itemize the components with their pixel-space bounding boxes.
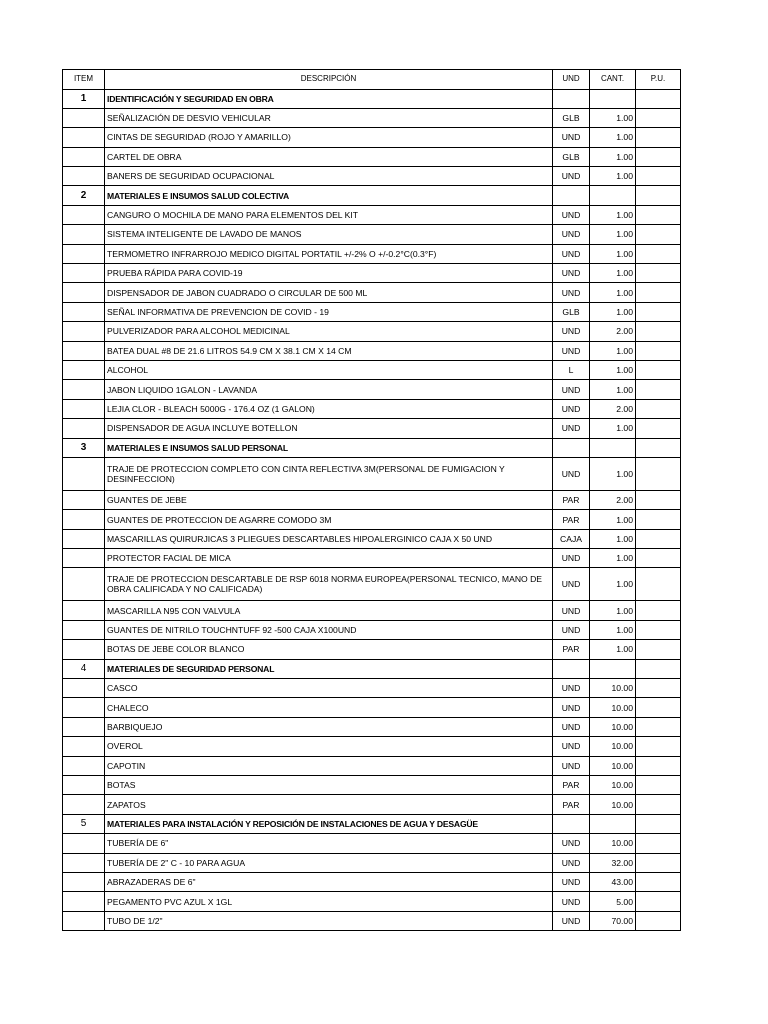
- quantity-cell: [590, 438, 636, 457]
- item-cell: [63, 679, 105, 698]
- unit-cell: UND: [553, 419, 590, 438]
- unit-price-cell: [636, 302, 681, 321]
- description-cell: LEJIA CLOR - BLEACH 5000G - 176.4 OZ (1 GALON): [105, 399, 553, 418]
- unit-cell: [553, 89, 590, 108]
- description-cell: CASCO: [105, 679, 553, 698]
- description-cell: ZAPATOS: [105, 795, 553, 814]
- unit-cell: PAR: [553, 795, 590, 814]
- header-unit: UND: [553, 70, 590, 90]
- unit-cell: UND: [553, 399, 590, 418]
- unit-price-cell: [636, 872, 681, 891]
- section-row: [63, 814, 681, 833]
- description-cell: BANERS DE SEGURIDAD OCUPACIONAL: [105, 167, 553, 186]
- table-row: [63, 549, 681, 568]
- quantity-cell: 10.00: [590, 679, 636, 698]
- quantity-cell: 2.00: [590, 399, 636, 418]
- table-row: [63, 529, 681, 548]
- unit-cell: UND: [553, 717, 590, 736]
- item-cell: [63, 490, 105, 509]
- description-cell: GUANTES DE NITRILO TOUCHNTUFF 92 -500 CAJA X100UND: [105, 620, 553, 639]
- quantity-cell: 1.00: [590, 264, 636, 283]
- unit-price-cell: [636, 549, 681, 568]
- table-row: [63, 283, 681, 302]
- item-cell: [63, 108, 105, 127]
- table-row: [63, 892, 681, 911]
- quantity-cell: 2.00: [590, 322, 636, 341]
- unit-cell: UND: [553, 892, 590, 911]
- item-cell: 4: [63, 659, 105, 678]
- item-cell: [63, 399, 105, 418]
- table-row: [63, 776, 681, 795]
- unit-cell: UND: [553, 679, 590, 698]
- table-row: [63, 698, 681, 717]
- unit-cell: GLB: [553, 108, 590, 127]
- quantity-cell: 1.00: [590, 640, 636, 659]
- quantity-cell: 1.00: [590, 128, 636, 147]
- quantity-cell: 1.00: [590, 147, 636, 166]
- description-cell: DISPENSADOR DE AGUA INCLUYE BOTELLON: [105, 419, 553, 438]
- header-quantity: CANT.: [590, 70, 636, 90]
- unit-cell: UND: [553, 911, 590, 930]
- description-cell: TERMOMETRO INFRARROJO MEDICO DIGITAL PORTATIL +/-2% O +/-0.2°C(0.3°F): [105, 244, 553, 263]
- table-row: [63, 225, 681, 244]
- unit-cell: UND: [553, 834, 590, 853]
- table-row: [63, 147, 681, 166]
- unit-price-cell: [636, 128, 681, 147]
- quantity-cell: 10.00: [590, 795, 636, 814]
- item-cell: [63, 834, 105, 853]
- unit-price-cell: [636, 776, 681, 795]
- table-row: [63, 128, 681, 147]
- quantity-cell: 1.00: [590, 457, 636, 490]
- unit-price-cell: [636, 167, 681, 186]
- description-cell: PRUEBA RÁPIDA PARA COVID-19: [105, 264, 553, 283]
- quantity-cell: 1.00: [590, 341, 636, 360]
- description-cell: TUBO DE 1/2": [105, 911, 553, 930]
- unit-price-cell: [636, 380, 681, 399]
- description-cell: TUBERÍA DE 2" C - 10 PARA AGUA: [105, 853, 553, 872]
- materials-table: [62, 69, 681, 931]
- description-cell: IDENTIFICACIÓN Y SEGURIDAD EN OBRA: [105, 89, 553, 108]
- table-row: [63, 341, 681, 360]
- table-row: [63, 853, 681, 872]
- item-cell: [63, 380, 105, 399]
- quantity-cell: 10.00: [590, 776, 636, 795]
- quantity-cell: 1.00: [590, 283, 636, 302]
- unit-cell: UND: [553, 457, 590, 490]
- unit-cell: [553, 438, 590, 457]
- description-cell: TRAJE DE PROTECCION DESCARTABLE DE RSP 6018 NORMA EUROPEA(PERSONAL TECNICO, MANO DE OBRA CALIFICADA Y NO CALIFICADA): [105, 568, 553, 601]
- description-cell: BARBIQUEJO: [105, 717, 553, 736]
- item-cell: [63, 419, 105, 438]
- unit-price-cell: [636, 601, 681, 620]
- item-cell: [63, 205, 105, 224]
- item-cell: [63, 737, 105, 756]
- item-cell: [63, 853, 105, 872]
- unit-cell: L: [553, 360, 590, 379]
- item-cell: [63, 549, 105, 568]
- unit-cell: [553, 186, 590, 205]
- item-cell: [63, 698, 105, 717]
- item-cell: [63, 620, 105, 639]
- unit-price-cell: [636, 283, 681, 302]
- description-cell: BOTAS DE JEBE COLOR BLANCO: [105, 640, 553, 659]
- quantity-cell: 1.00: [590, 244, 636, 263]
- quantity-cell: 1.00: [590, 419, 636, 438]
- description-cell: MATERIALES PARA INSTALACIÓN Y REPOSICIÓN DE INSTALACIONES DE AGUA Y DESAGÜE: [105, 814, 553, 833]
- table-row: [63, 717, 681, 736]
- description-cell: PROTECTOR FACIAL DE MICA: [105, 549, 553, 568]
- table-row: [63, 620, 681, 639]
- item-cell: 3: [63, 438, 105, 457]
- unit-price-cell: [636, 490, 681, 509]
- quantity-cell: 10.00: [590, 698, 636, 717]
- unit-price-cell: [636, 341, 681, 360]
- unit-price-cell: [636, 205, 681, 224]
- unit-price-cell: [636, 322, 681, 341]
- table-row: [63, 834, 681, 853]
- item-cell: [63, 244, 105, 263]
- description-cell: CINTAS DE SEGURIDAD (ROJO Y AMARILLO): [105, 128, 553, 147]
- unit-price-cell: [636, 225, 681, 244]
- unit-price-cell: [636, 717, 681, 736]
- unit-cell: UND: [553, 756, 590, 775]
- unit-price-cell: [636, 510, 681, 529]
- table-row: [63, 872, 681, 891]
- description-cell: BOTAS: [105, 776, 553, 795]
- item-cell: [63, 568, 105, 601]
- table-row: [63, 380, 681, 399]
- table-row: [63, 322, 681, 341]
- unit-cell: PAR: [553, 776, 590, 795]
- table-row: [63, 108, 681, 127]
- unit-cell: UND: [553, 225, 590, 244]
- description-cell: TUBERÍA DE 6": [105, 834, 553, 853]
- unit-cell: PAR: [553, 490, 590, 509]
- description-cell: BATEA DUAL #8 DE 21.6 LITROS 54.9 CM X 38.1 CM X 14 CM: [105, 341, 553, 360]
- quantity-cell: 1.00: [590, 620, 636, 639]
- unit-price-cell: [636, 264, 681, 283]
- item-cell: 1: [63, 89, 105, 108]
- unit-cell: GLB: [553, 147, 590, 166]
- quantity-cell: 1.00: [590, 108, 636, 127]
- description-cell: ALCOHOL: [105, 360, 553, 379]
- unit-price-cell: [636, 147, 681, 166]
- unit-price-cell: [636, 698, 681, 717]
- description-cell: GUANTES DE JEBE: [105, 490, 553, 509]
- quantity-cell: 1.00: [590, 360, 636, 379]
- unit-price-cell: [636, 911, 681, 930]
- quantity-cell: 32.00: [590, 853, 636, 872]
- quantity-cell: 43.00: [590, 872, 636, 891]
- quantity-cell: 1.00: [590, 510, 636, 529]
- unit-cell: UND: [553, 264, 590, 283]
- description-cell: CHALECO: [105, 698, 553, 717]
- item-cell: [63, 341, 105, 360]
- unit-price-cell: [636, 438, 681, 457]
- unit-price-cell: [636, 795, 681, 814]
- header-item: ITEM: [63, 70, 105, 90]
- section-row: [63, 659, 681, 678]
- quantity-cell: 10.00: [590, 756, 636, 775]
- item-cell: [63, 128, 105, 147]
- quantity-cell: 1.00: [590, 302, 636, 321]
- item-cell: [63, 640, 105, 659]
- unit-price-cell: [636, 360, 681, 379]
- unit-price-cell: [636, 457, 681, 490]
- description-cell: ABRAZADERAS DE 6": [105, 872, 553, 891]
- section-row: [63, 89, 681, 108]
- quantity-cell: 5.00: [590, 892, 636, 911]
- quantity-cell: 1.00: [590, 167, 636, 186]
- unit-cell: UND: [553, 283, 590, 302]
- unit-cell: UND: [553, 244, 590, 263]
- item-cell: [63, 872, 105, 891]
- unit-price-cell: [636, 814, 681, 833]
- item-cell: [63, 264, 105, 283]
- description-cell: GUANTES DE PROTECCION DE AGARRE COMODO 3M: [105, 510, 553, 529]
- unit-price-cell: [636, 108, 681, 127]
- quantity-cell: 1.00: [590, 380, 636, 399]
- table-row: [63, 911, 681, 930]
- description-cell: MATERIALES DE SEGURIDAD PERSONAL: [105, 659, 553, 678]
- unit-price-cell: [636, 620, 681, 639]
- item-cell: [63, 360, 105, 379]
- unit-price-cell: [636, 89, 681, 108]
- unit-cell: UND: [553, 601, 590, 620]
- description-cell: PEGAMENTO PVC AZUL X 1GL: [105, 892, 553, 911]
- table-row: [63, 360, 681, 379]
- item-cell: [63, 510, 105, 529]
- table-row: [63, 399, 681, 418]
- table-row: [63, 302, 681, 321]
- unit-price-cell: [636, 529, 681, 548]
- description-cell: MASCARILLAS QUIRURJICAS 3 PLIEGUES DESCARTABLES HIPOALERGINICO CAJA X 50 UND: [105, 529, 553, 548]
- table-row: [63, 510, 681, 529]
- item-cell: [63, 147, 105, 166]
- unit-price-cell: [636, 737, 681, 756]
- table-row: [63, 601, 681, 620]
- item-cell: [63, 225, 105, 244]
- unit-cell: [553, 814, 590, 833]
- table-row: [63, 490, 681, 509]
- unit-cell: PAR: [553, 510, 590, 529]
- item-cell: [63, 795, 105, 814]
- header-unit-price: P.U.: [636, 70, 681, 90]
- unit-price-cell: [636, 244, 681, 263]
- table-row: [63, 419, 681, 438]
- item-cell: [63, 756, 105, 775]
- unit-cell: CAJA: [553, 529, 590, 548]
- description-cell: CARTEL DE OBRA: [105, 147, 553, 166]
- description-cell: TRAJE DE PROTECCION COMPLETO CON CINTA REFLECTIVA 3M(PERSONAL DE FUMIGACION Y DESINFECCION): [105, 457, 553, 490]
- table-row: [63, 568, 681, 601]
- unit-cell: UND: [553, 341, 590, 360]
- description-cell: JABON LIQUIDO 1GALON - LAVANDA: [105, 380, 553, 399]
- description-cell: CAPOTIN: [105, 756, 553, 775]
- unit-cell: UND: [553, 737, 590, 756]
- unit-cell: UND: [553, 872, 590, 891]
- description-cell: MASCARILLA N95 CON VALVULA: [105, 601, 553, 620]
- description-cell: OVEROL: [105, 737, 553, 756]
- unit-price-cell: [636, 640, 681, 659]
- unit-cell: GLB: [553, 302, 590, 321]
- table-body: [63, 89, 681, 931]
- unit-price-cell: [636, 853, 681, 872]
- table-row: [63, 264, 681, 283]
- description-cell: MATERIALES E INSUMOS SALUD PERSONAL: [105, 438, 553, 457]
- quantity-cell: 1.00: [590, 225, 636, 244]
- table-row: [63, 457, 681, 490]
- unit-cell: UND: [553, 853, 590, 872]
- unit-cell: UND: [553, 380, 590, 399]
- table-row: [63, 795, 681, 814]
- quantity-cell: [590, 186, 636, 205]
- unit-price-cell: [636, 834, 681, 853]
- quantity-cell: 1.00: [590, 529, 636, 548]
- description-cell: SEÑAL INFORMATIVA DE PREVENCION DE COVID - 19: [105, 302, 553, 321]
- item-cell: [63, 167, 105, 186]
- unit-price-cell: [636, 568, 681, 601]
- unit-price-cell: [636, 399, 681, 418]
- unit-price-cell: [636, 659, 681, 678]
- description-cell: DISPENSADOR DE JABON CUADRADO O CIRCULAR DE 500 ML: [105, 283, 553, 302]
- description-cell: CANGURO O MOCHILA DE MANO PARA ELEMENTOS DEL KIT: [105, 205, 553, 224]
- quantity-cell: 2.00: [590, 490, 636, 509]
- unit-cell: UND: [553, 167, 590, 186]
- unit-cell: UND: [553, 549, 590, 568]
- item-cell: [63, 776, 105, 795]
- item-cell: 5: [63, 814, 105, 833]
- quantity-cell: 70.00: [590, 911, 636, 930]
- quantity-cell: 10.00: [590, 737, 636, 756]
- unit-price-cell: [636, 186, 681, 205]
- quantity-cell: 10.00: [590, 717, 636, 736]
- description-cell: SEÑALIZACIÓN DE DESVIO VEHICULAR: [105, 108, 553, 127]
- description-cell: SISTEMA INTELIGENTE DE LAVADO DE MANOS: [105, 225, 553, 244]
- item-cell: 2: [63, 186, 105, 205]
- item-cell: [63, 283, 105, 302]
- unit-cell: UND: [553, 698, 590, 717]
- quantity-cell: 1.00: [590, 205, 636, 224]
- table-row: [63, 640, 681, 659]
- description-cell: PULVERIZADOR PARA ALCOHOL MEDICINAL: [105, 322, 553, 341]
- quantity-cell: [590, 814, 636, 833]
- unit-cell: UND: [553, 568, 590, 601]
- item-cell: [63, 717, 105, 736]
- table-header-row: [63, 70, 681, 90]
- quantity-cell: 1.00: [590, 568, 636, 601]
- unit-cell: UND: [553, 205, 590, 224]
- table-row: [63, 679, 681, 698]
- unit-cell: UND: [553, 128, 590, 147]
- quantity-cell: 1.00: [590, 601, 636, 620]
- unit-price-cell: [636, 892, 681, 911]
- item-cell: [63, 302, 105, 321]
- section-row: [63, 438, 681, 457]
- table-row: [63, 737, 681, 756]
- table-row: [63, 205, 681, 224]
- description-cell: MATERIALES E INSUMOS SALUD COLECTIVA: [105, 186, 553, 205]
- unit-cell: PAR: [553, 640, 590, 659]
- quantity-cell: [590, 89, 636, 108]
- unit-price-cell: [636, 419, 681, 438]
- item-cell: [63, 322, 105, 341]
- item-cell: [63, 601, 105, 620]
- item-cell: [63, 911, 105, 930]
- section-row: [63, 186, 681, 205]
- table-row: [63, 756, 681, 775]
- unit-cell: UND: [553, 322, 590, 341]
- table-row: [63, 167, 681, 186]
- table-row: [63, 244, 681, 263]
- quantity-cell: 10.00: [590, 834, 636, 853]
- unit-price-cell: [636, 679, 681, 698]
- unit-cell: [553, 659, 590, 678]
- item-cell: [63, 892, 105, 911]
- unit-price-cell: [636, 756, 681, 775]
- quantity-cell: 1.00: [590, 549, 636, 568]
- item-cell: [63, 457, 105, 490]
- unit-cell: UND: [553, 620, 590, 639]
- quantity-cell: [590, 659, 636, 678]
- item-cell: [63, 529, 105, 548]
- header-description: DESCRIPCIÓN: [105, 70, 553, 90]
